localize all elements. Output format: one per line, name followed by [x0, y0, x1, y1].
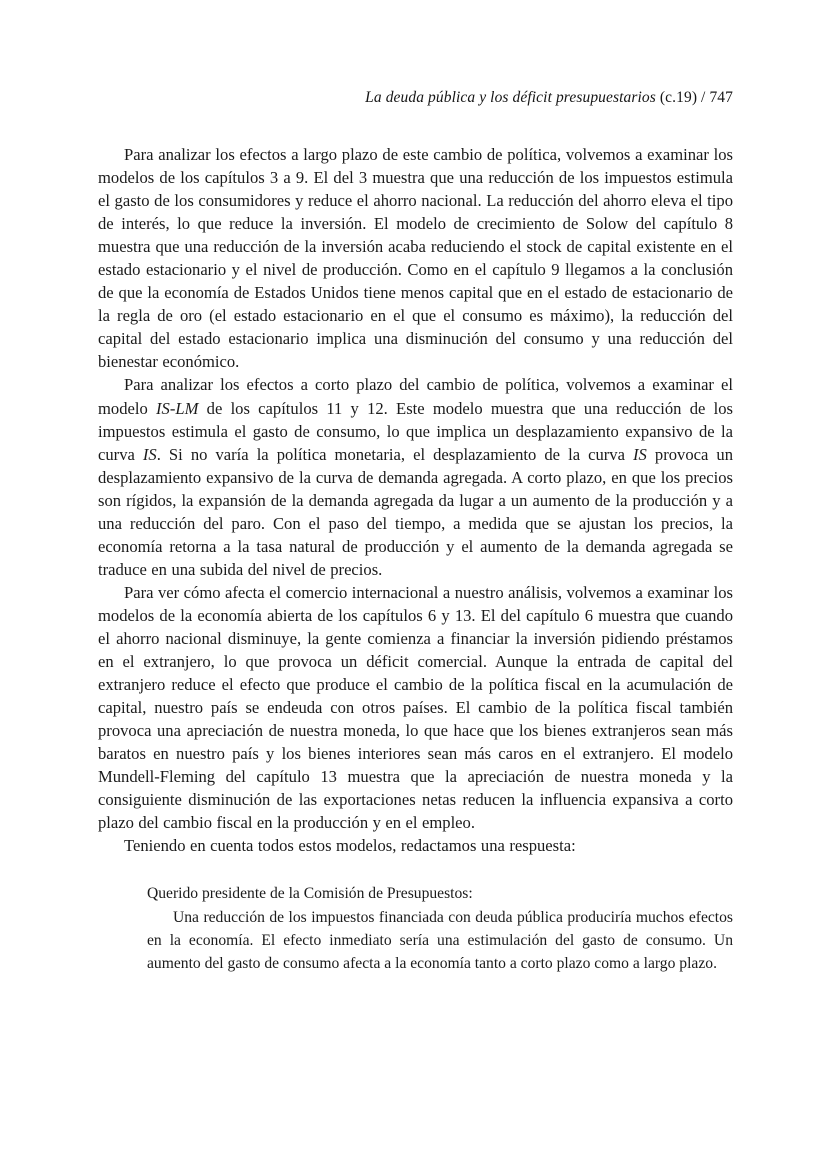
paragraph-2-segment-1: Para analizar los efectos a corto plazo del cambio de política, volvemos a examinar el modelo	[98, 375, 733, 418]
paragraph-2-segment-2: de los capítulos 11 y 12. Este modelo muestra que una reducción de los impuestos estimula el gasto de consumo, lo que implica un desplazamiento expansivo de la curva	[98, 398, 733, 464]
paragraph-2	[98, 373, 733, 580]
paragraph-3: Para ver cómo afecta el comercio internacional a nuestro análisis, volvemos a examinar los modelos de la economía abierta de los capítulos 6 y 13. El del capítulo 6 muestra que cuando el ahorro nacional disminuye, la gente comienza a financiar la inversión pidiendo préstamos en el extranjero, lo que provoca un déficit comercial. Aunque la entrada de capital del extranjero reduce el efecto que produce el cambio de la política fiscal en la acumulación de capital, nuestro país se endeuda con otros países. El cambio de la política fiscal también provoca una apreciación de nuestra moneda, lo que hace que los bienes extranjeros sean más baratos en nuestro país y los bienes interiores sean más caros en el extranjero. El modelo Mundell-Fleming del capítulo 13 muestra que la apreciación de nuestra moneda y la consiguiente disminución de las exportaciones netas reducen la influencia expansiva a corto plazo del cambio fiscal en la producción y en el empleo.	[98, 582, 733, 833]
paragraph-1: Para analizar los efectos a largo plazo de este cambio de política, volvemos a examinar los modelos de los capítulos 3 a 9. El del 3 muestra que una reducción de los impuestos estimula el gasto de los consumidores y reduce el ahorro nacional. La reducción del ahorro eleva el tipo de interés, lo que reduce la inversión. El modelo de crecimiento de Solow del capítulo 8 muestra que una reducción de la inversión acaba reduciendo el stock de capital existente en el estado estacionario y el nivel de producción. Como en el capítulo 9 llegamos a la conclusión de que la economía de Estados Unidos tiene menos capital que en el estado de estacionario de la regla de oro (el estado estacionario en el que el consumo es máximo), la reducción del capital del estado estacionario implica una disminución del consumo y una reducción del bienestar económico.	[98, 145, 733, 372]
letter-salutation: Querido presidente de la Comisión de Presupuestos:	[147, 885, 473, 903]
body-text-block	[98, 143, 733, 975]
letter-blockquote	[147, 882, 733, 974]
running-head	[98, 88, 733, 108]
running-head-reference: (c.19) / 747	[659, 89, 733, 106]
letter-body: Una reducción de los impuestos financiada con deuda pública produciría muchos efectos en la economía. El efecto inmediato sería una estimulación del gasto de consumo. Un aumento del gasto de consumo afecta a la economía tanto a corto plazo como a largo plazo.	[147, 908, 733, 972]
term-is-lm: IS-LM	[156, 398, 199, 418]
term-is-second: IS	[633, 444, 647, 464]
running-head-title: La deuda pública y los déficit presupuestarios	[365, 89, 656, 106]
paragraph-2-segment-3: . Si no varía la política monetaria, el desplazamiento de la curva	[156, 444, 634, 464]
term-is-first: IS	[142, 444, 157, 464]
paragraph-4: Teniendo en cuenta todos estos modelos, redactamos una respuesta:	[124, 836, 576, 856]
paragraph-2-segment-4: provoca un desplazamiento expansivo de la curva de demanda agregada. A corto plazo, en que los precios son rígidos, la expansión de la demanda agregada da lugar a un aumento de la producción y a una reducción del paro. Con el paso del tiempo, a medida que se ajustan los precios, la economía retorna a la tasa natural de producción y el aumento de la demanda agregada se traduce en una subida del nivel de precios.	[98, 444, 733, 579]
